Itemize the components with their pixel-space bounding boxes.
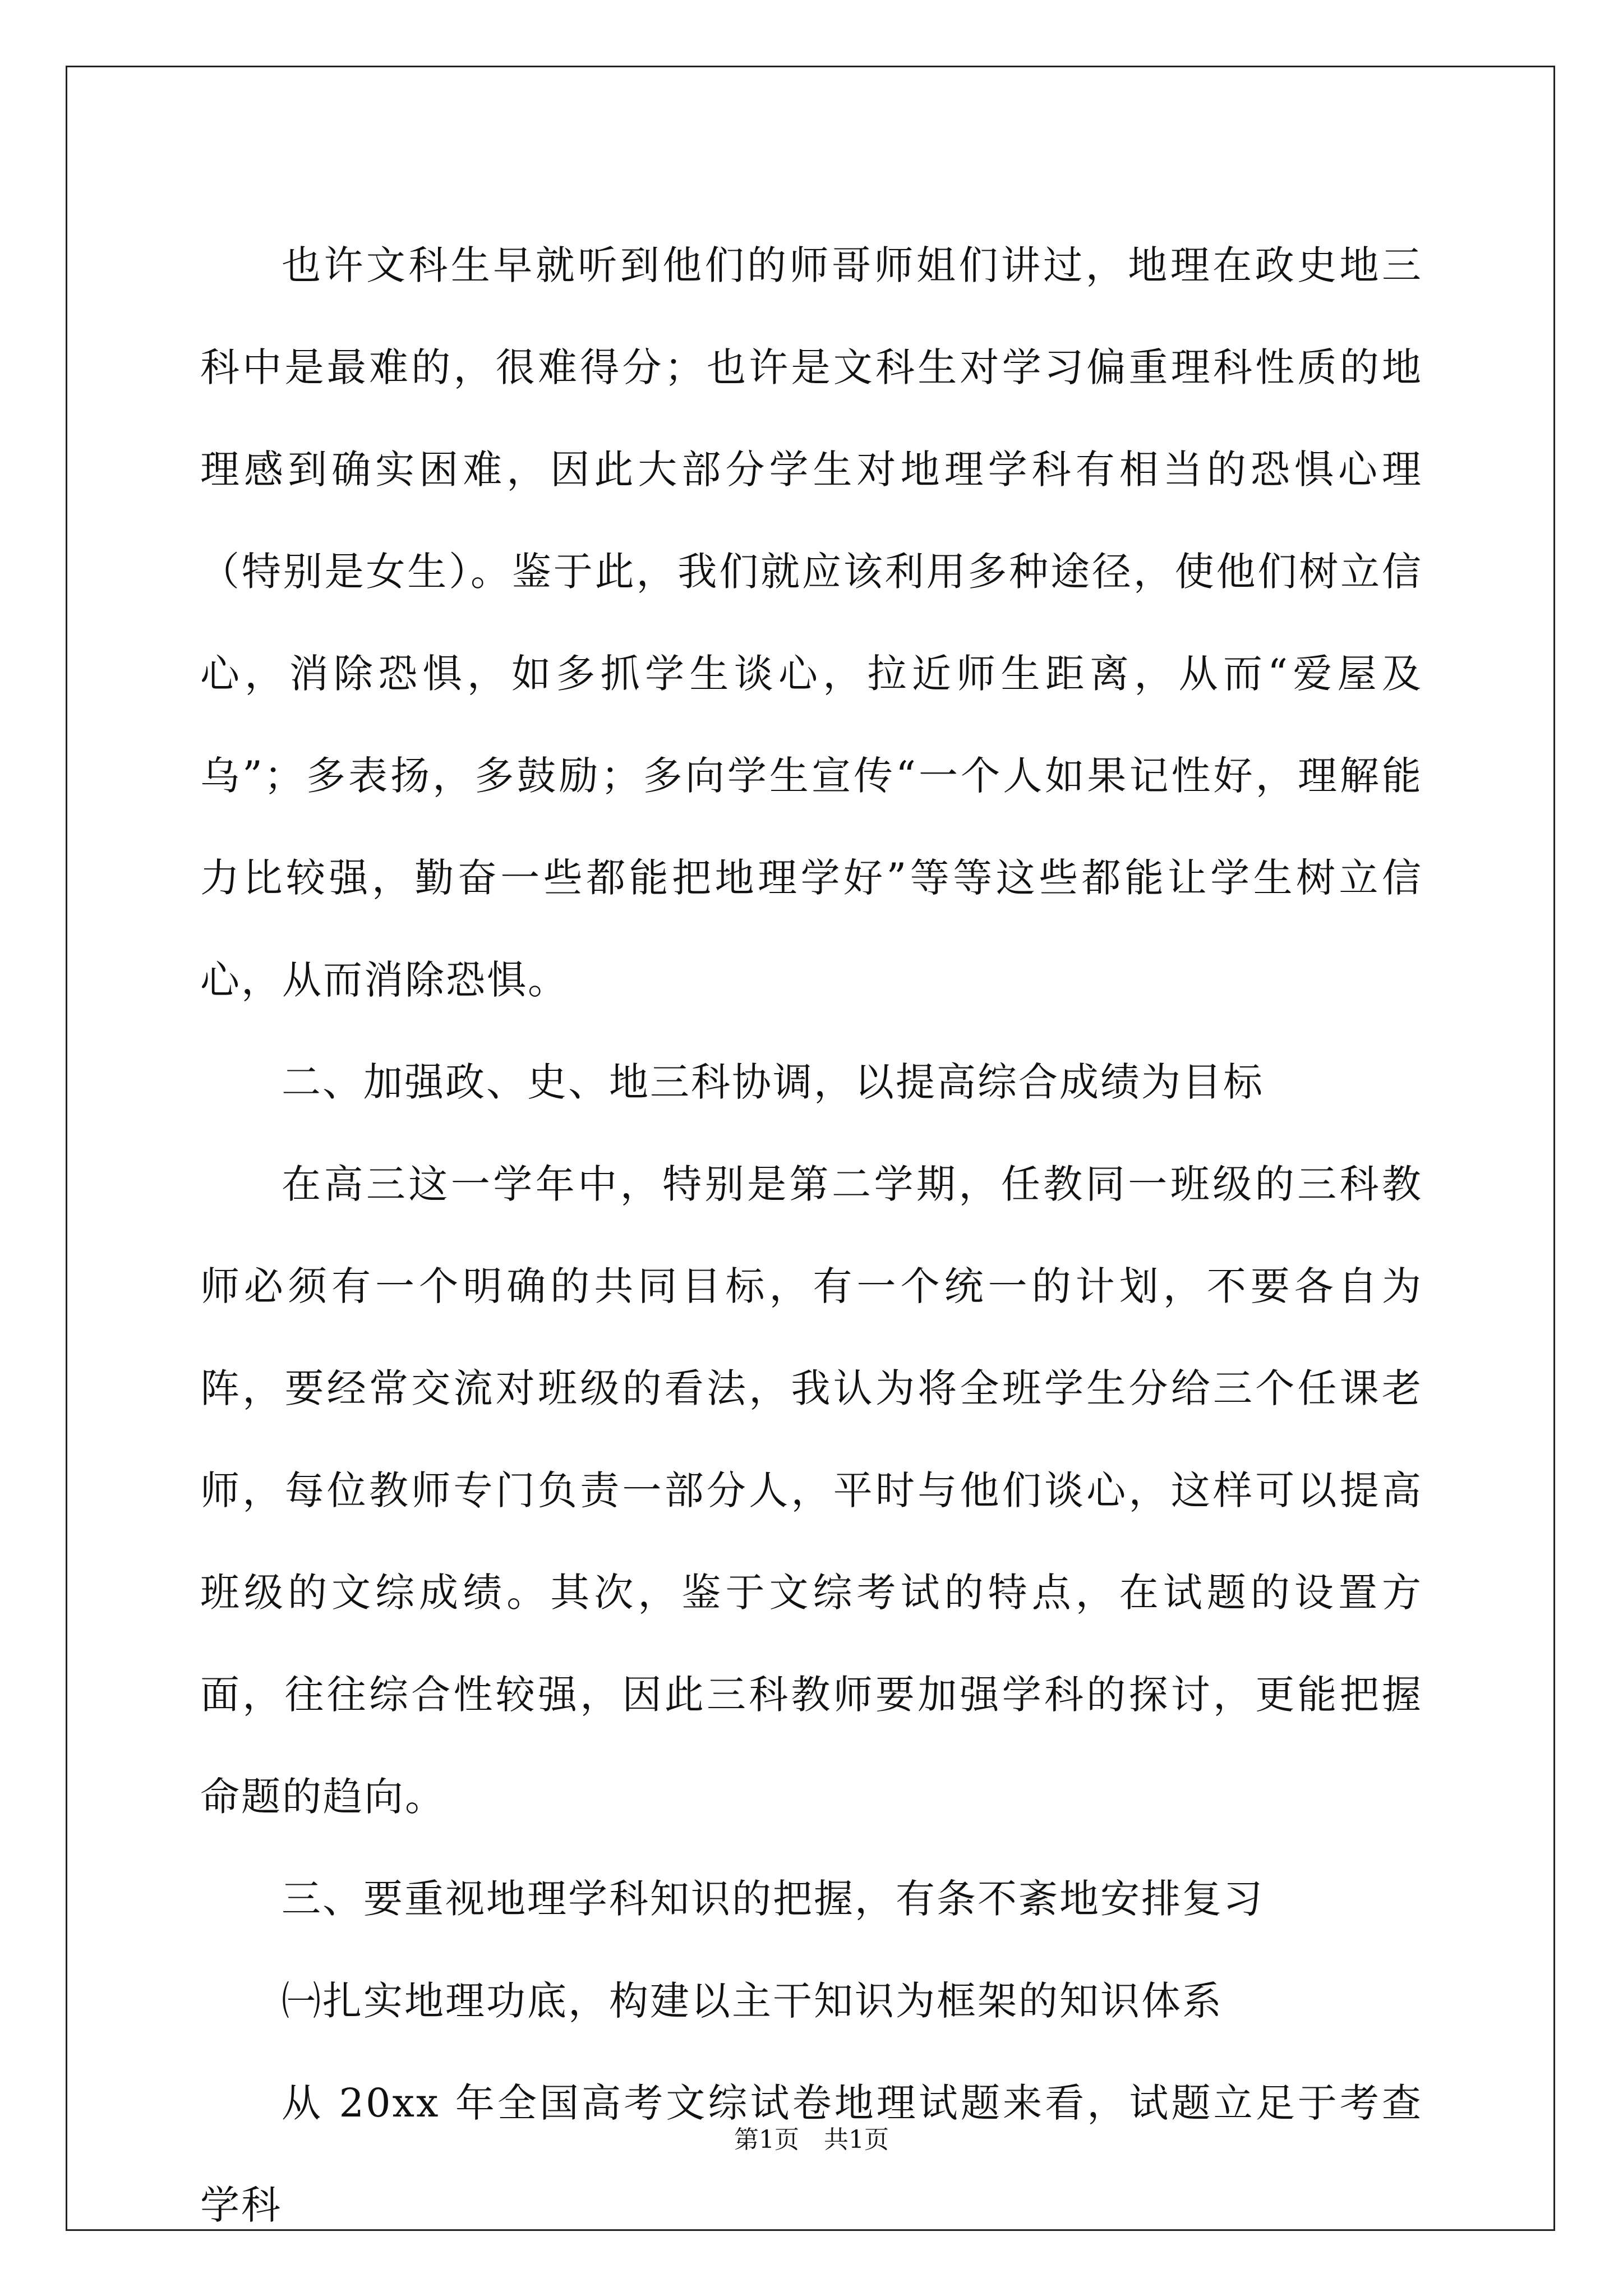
- document-body: [200, 214, 1423, 2256]
- subheading-foundation: ㈠扎实地理功底，构建以主干知识为框架的知识体系: [282, 1978, 1223, 2024]
- paragraph-exam-analysis: 从 20xx 年全国高考文综试卷地理试题来看，试题立足于考查学科: [200, 2080, 1423, 2228]
- paragraph-coordination: 在高三这一学年中，特别是第二学期，任教同一班级的三科教师必须有一个明确的共同目标，有一个统一的计划，不要各自为阵，要经常交流对班级的看法，我认为将全班学生分给三个任课老师，每位教师专门负责一部分人，平时与他们谈心，这样可以提高班级的文综成绩。其次，鉴于文综考试的特点，在试题的设置方面，往往综合性较强，因此三科教师要加强学科的探讨，更能把握命题的趋向。: [200, 1161, 1423, 1820]
- heading-section-three: 三、要重视地理学科知识的把握，有条不紊地安排复习: [282, 1876, 1264, 1922]
- heading-section-two: 二、加强政、史、地三科协调，以提高综合成绩为目标: [282, 1059, 1264, 1105]
- page-footer: 第1页 共1页: [734, 2125, 889, 2154]
- paragraph-confidence: 也许文科生早就听到他们的师哥师姐们讲过，地理在政史地三科中是最难的，很难得分；也许是文科生对学习偏重理科性质的地理感到确实困难，因此大部分学生对地理学科有相当的恐惧心理（特别是女生）。鉴于此，我们就应该利用多种途径，使他们树立信心，消除恐惧，如多抓学生谈心，拉近师生距离，从而“爱屋及乌”；多表扬，多鼓励；多向学生宣传“一个人如果记性好，理解能力比较强，勤奋一些都能把地理学好”等等这些都能让学生树立信心，从而消除恐惧。: [200, 242, 1423, 1003]
